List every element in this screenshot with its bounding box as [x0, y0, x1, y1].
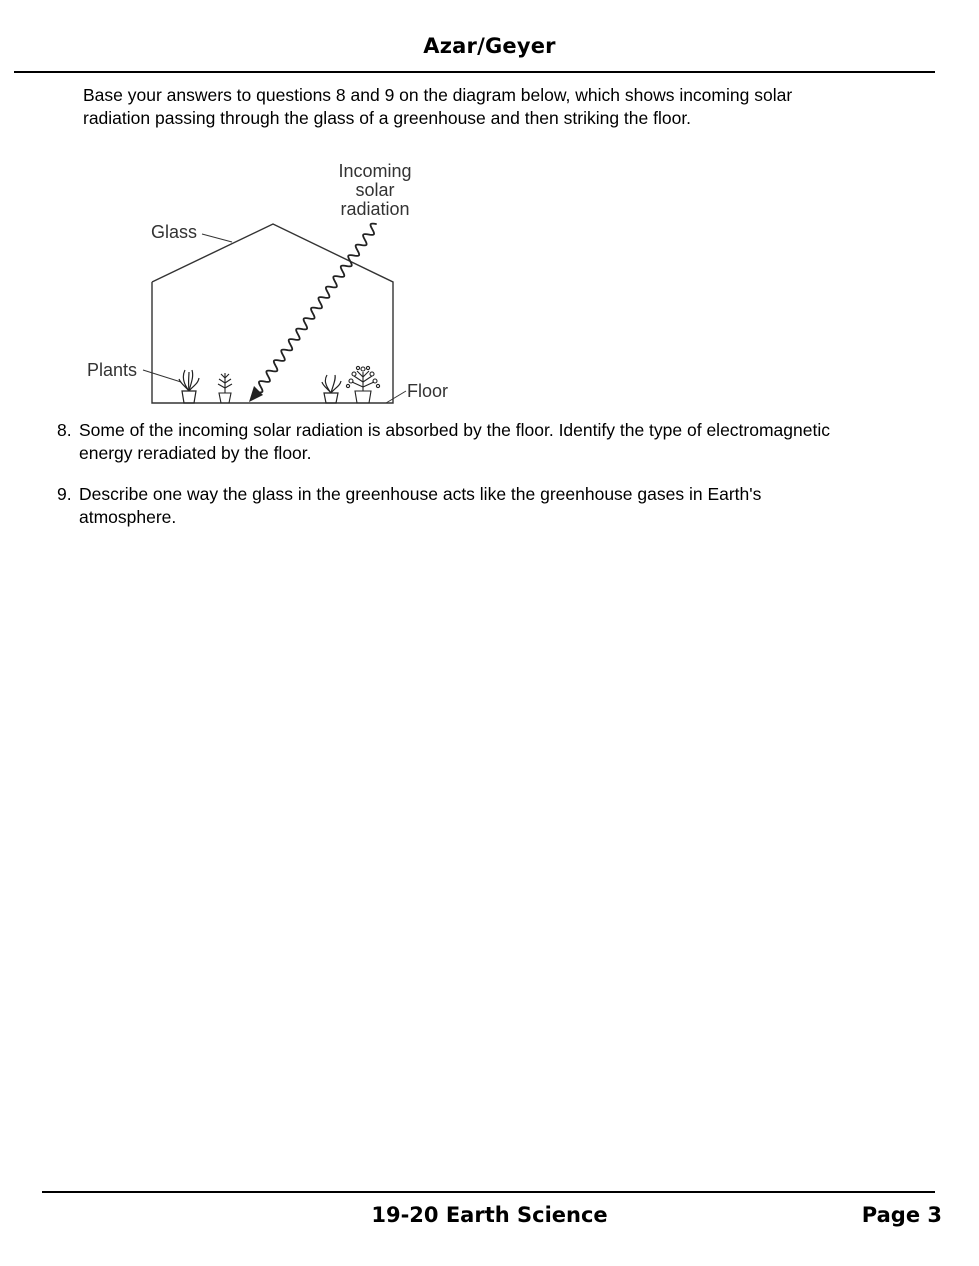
- incoming-radiation-label-line2: solar: [355, 180, 395, 200]
- greenhouse-diagram: [80, 150, 470, 412]
- footer-page-number: Page 3: [861, 1203, 942, 1227]
- potted-plant-icon: [346, 366, 379, 403]
- question-number: 9.: [57, 484, 72, 504]
- question-9: [57, 483, 857, 529]
- plants-leader-line: [143, 370, 181, 382]
- question-text: Some of the incoming solar radiation is absorbed by the floor. Identify the type of electromagnetic energy reradiated by the floor.: [79, 420, 830, 463]
- potted-plant-icon: [218, 373, 232, 403]
- plants-label: Plants: [87, 360, 138, 380]
- radiation-wave: [257, 224, 376, 393]
- footer-course-title: 19-20 Earth Science: [371, 1203, 608, 1227]
- floor-leader-line: [386, 391, 406, 403]
- question-text: Describe one way the glass in the greenhouse acts like the greenhouse gases in Earth's atmosphere.: [79, 484, 762, 527]
- question-8: [57, 419, 857, 465]
- incoming-radiation-label-line3: radiation: [340, 199, 410, 219]
- question-number: 8.: [57, 420, 72, 440]
- instructions-text: Base your answers to questions 8 and 9 on the diagram below, which shows incoming solar radiation passing through the glass of a greenhouse and then striking the floor.: [83, 85, 793, 128]
- glass-leader-line: [202, 234, 232, 242]
- footer-divider: [42, 1191, 935, 1193]
- potted-plant-icon: [322, 375, 341, 403]
- header-divider: [14, 71, 935, 73]
- page-header-title: Azar/Geyer: [423, 34, 556, 58]
- floor-label: Floor: [407, 381, 449, 401]
- glass-label: Glass: [151, 222, 198, 242]
- incoming-radiation-label-line1: Incoming: [338, 161, 412, 181]
- potted-plant-icon: [179, 370, 199, 403]
